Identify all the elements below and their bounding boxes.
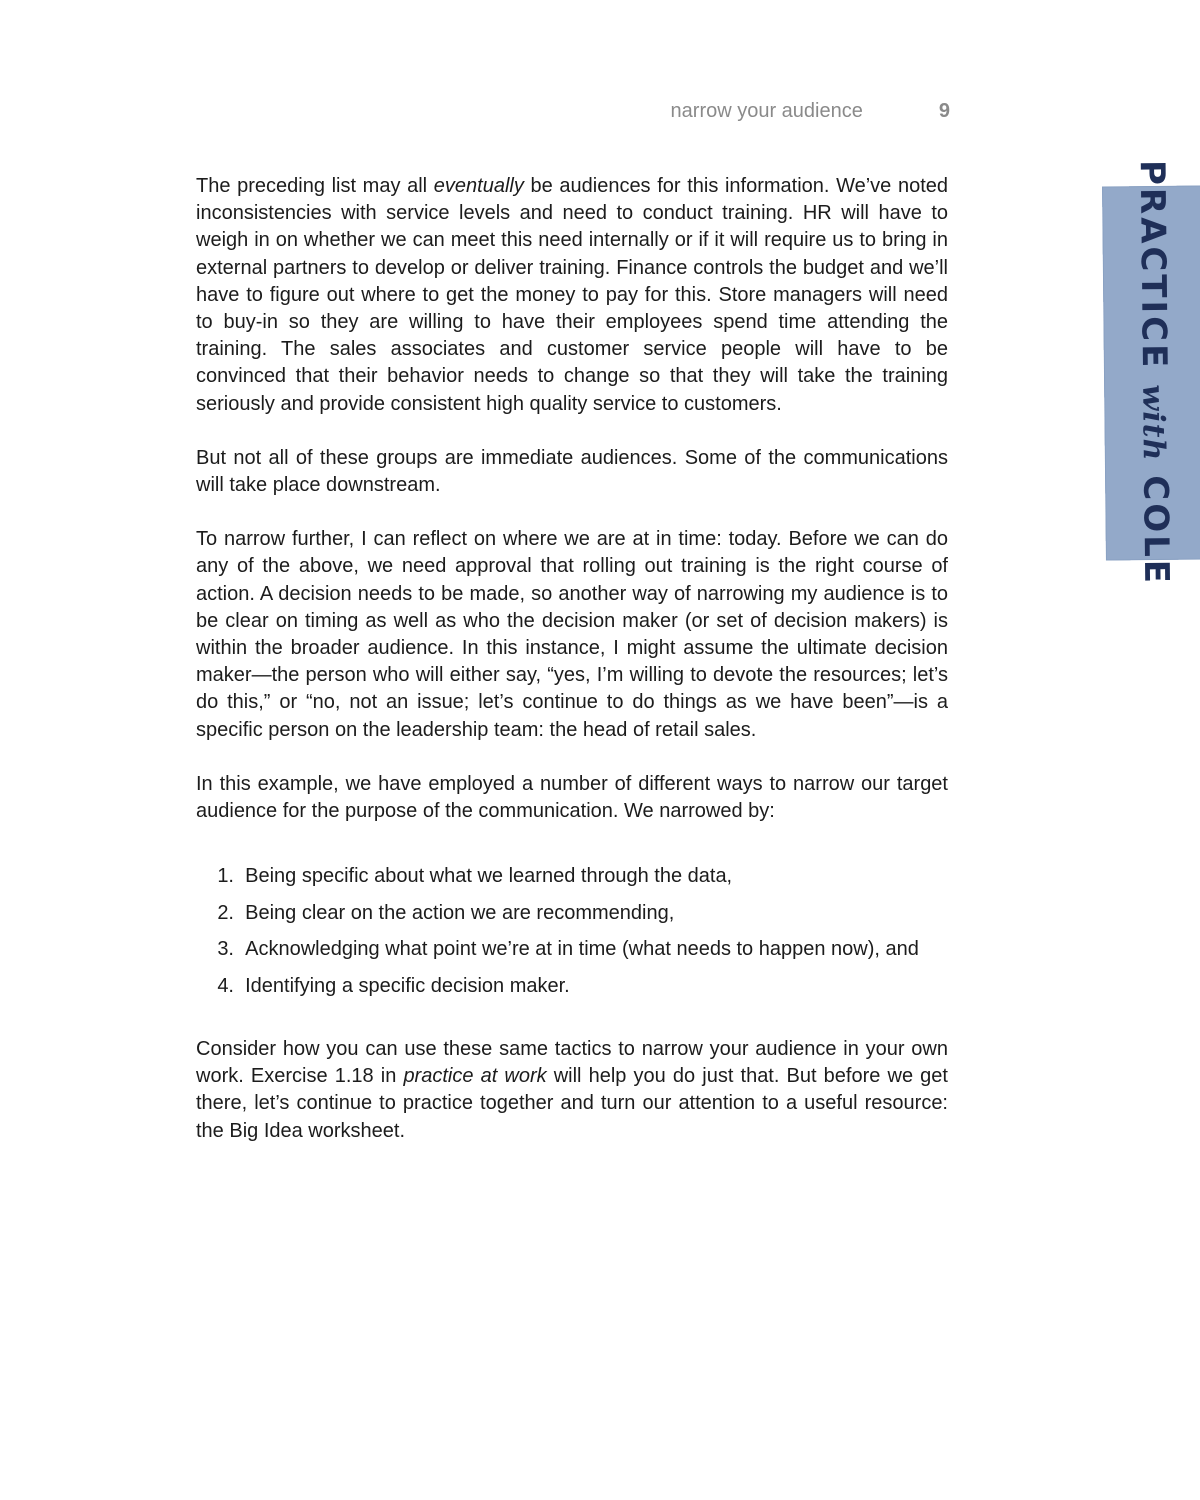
tab-label: [1132, 160, 1176, 586]
list-item-number: 4.: [217, 975, 234, 998]
paragraph-5-text-b: will help you do just that. But before we get there, let’s continue to practice together and turn our attention to a useful resource: the Big Idea worksheet.: [196, 1065, 948, 1142]
running-title: narrow your audience: [670, 100, 863, 122]
tab-word-cole: COLE: [1135, 475, 1177, 587]
page-number: 9: [938, 100, 950, 122]
list-item-number: 1.: [217, 865, 234, 888]
practice-with-cole-tab: [1102, 159, 1200, 587]
list-item-text: Identifying a specific decision maker.: [245, 975, 570, 998]
paragraph-1-text-a: The preceding list may all: [196, 175, 434, 197]
narrowing-list: [196, 863, 948, 1000]
list-item-text: Being clear on the action we are recommending,: [245, 901, 675, 924]
list-item: [196, 863, 948, 890]
running-header: [560, 100, 950, 123]
list-item-number: 3.: [217, 938, 234, 961]
paragraph-1: [196, 173, 948, 418]
list-item: [196, 973, 948, 1000]
list-item-text: Being specific about what we learned through the data,: [245, 865, 733, 888]
paragraph-1-emphasis: eventually: [433, 175, 524, 197]
paragraph-5: [196, 1036, 948, 1145]
paragraph-1-text-b: be audiences for this information. We’ve noted inconsistencies with service levels and need to conduct training. HR will have to weigh in on whether we can meet this need internally or if it will require us to bring in external partners to develop or deliver training. Finance controls the budget and we’ll have to figure out where to get the money to pay for this. Store managers will need to buy-in so they are willing to have their employees spend time attending the training. The sales associates and customer service people will have to be convinced that their behavior needs to change so that they will take the training seriously and provide consistent high quality service to customers.: [196, 175, 948, 415]
paragraph-5-emphasis: practice at work: [403, 1065, 547, 1088]
list-item: [196, 936, 948, 963]
paragraph-5-text-a: Consider how you can use these same tactics to narrow your audience in your own work. Exercise 1.18 in: [196, 1038, 948, 1088]
paragraph-4: In this example, we have employed a number of different ways to narrow our target audience for the purpose of the communication. We narrowed by:: [196, 772, 948, 823]
list-item-text: Acknowledging what point we’re at in time (what needs to happen now), and: [245, 938, 919, 961]
tab-word-practice: PRACTICE: [1131, 159, 1174, 371]
body-text: [196, 173, 948, 1145]
list-item-number: 2.: [217, 901, 234, 924]
tab-word-with: with: [1135, 384, 1171, 462]
paragraph-2: But not all of these groups are immediate audiences. Some of the communications will take place downstream.: [196, 446, 948, 497]
list-item: [196, 900, 948, 927]
paragraph-3: To narrow further, I can reflect on where we are at in time: today. Before we can do any of the above, we need approval that rolling out training is the right course of action. A decision needs to be made, so another way of narrowing my audience is to be clear on timing as well as who the decision maker (or set of decision makers) is within the broader audience. In this instance, I might assume the ultimate decision maker—the person who will either say, “yes, I’m willing to devote the resources; let’s do this,” or “no, not an issue; let’s continue to do things as we have been”—is a specific person on the leadership team: the head of retail sales.: [196, 528, 948, 741]
